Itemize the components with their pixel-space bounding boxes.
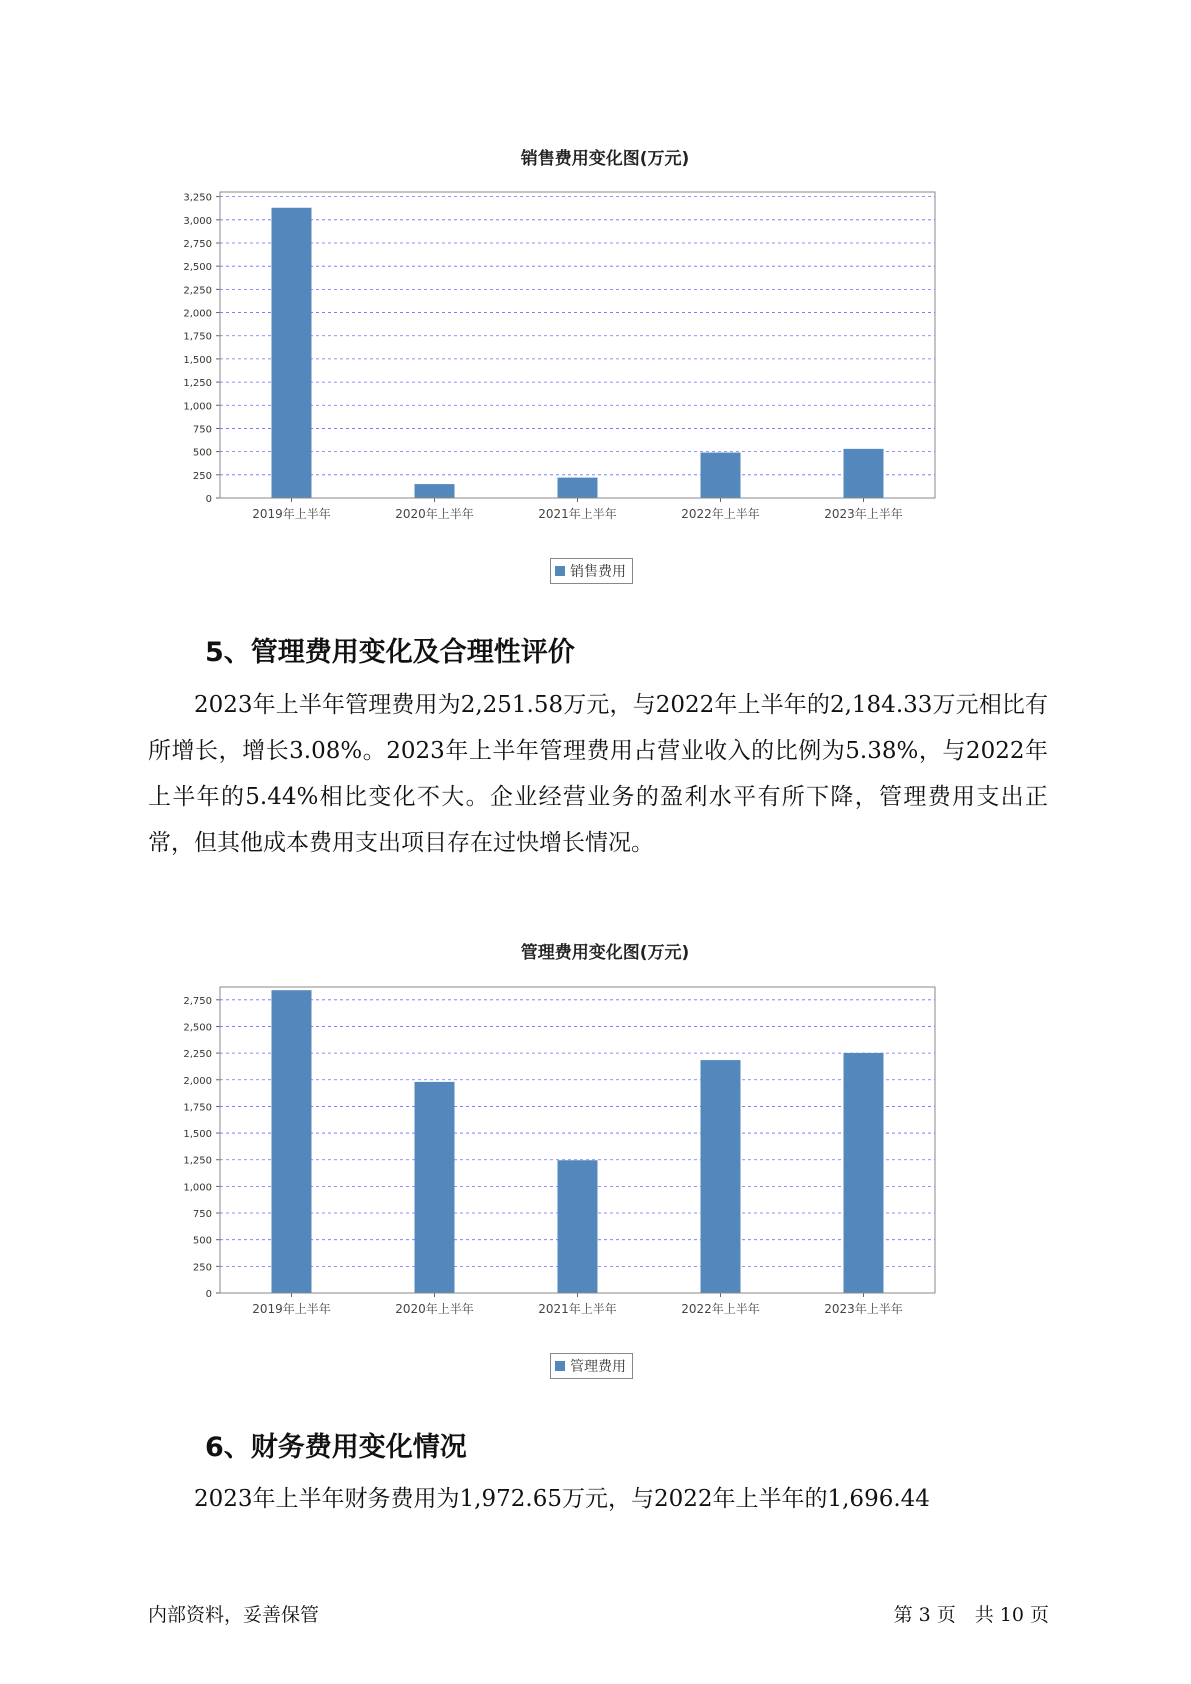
chart1-legend: [550, 558, 633, 584]
y-tick-label: 1,250: [183, 378, 212, 390]
y-tick-label: 0: [205, 1289, 212, 1300]
y-tick-label: 1,000: [183, 401, 212, 413]
y-tick-label: 1,000: [183, 1182, 212, 1194]
x-tick-label: 2020年上半年: [395, 507, 474, 521]
bar: [558, 1160, 598, 1293]
y-tick-label: 1,750: [183, 1102, 212, 1114]
y-tick-label: 2,750: [183, 239, 212, 250]
y-tick-label: 1,250: [183, 1155, 212, 1167]
x-tick-label: 2021年上半年: [538, 507, 617, 521]
bar: [844, 449, 884, 498]
y-tick-label: 3,250: [183, 192, 212, 204]
chart2-legend: [550, 1353, 633, 1379]
bar: [701, 453, 741, 498]
x-tick-label: 2023年上半年: [824, 1302, 903, 1316]
y-tick-label: 3,000: [183, 215, 212, 227]
x-tick-label: 2023年上半年: [824, 507, 903, 521]
x-tick-label: 2020年上半年: [395, 1302, 474, 1316]
bar: [844, 1053, 884, 1293]
y-tick-label: 1,500: [183, 1129, 212, 1141]
y-tick-label: 750: [192, 424, 212, 436]
y-tick-label: 2,250: [183, 285, 212, 297]
bar: [272, 208, 312, 498]
management-expense-chart: [160, 975, 1020, 1335]
sales-expense-chart: [160, 180, 1020, 540]
y-tick-label: 2,500: [183, 262, 212, 274]
chart1-title: 销售费用变化图(万元): [520, 149, 690, 169]
y-tick-label: 2,000: [183, 308, 212, 320]
section6-heading: 6、财务费用变化情况: [205, 1432, 467, 1463]
section5-heading: 5、管理费用变化及合理性评价: [205, 637, 575, 668]
footer-left: 内部资料，妥善保管: [148, 1604, 320, 1626]
legend-swatch: [555, 566, 565, 576]
y-tick-label: 750: [192, 1209, 212, 1221]
y-tick-label: 500: [192, 447, 212, 459]
footer-page-number: 第 3 页 共 10 页: [893, 1604, 1049, 1626]
legend-swatch: [555, 1361, 565, 1371]
x-tick-label: 2019年上半年: [252, 1302, 331, 1316]
y-tick-label: 0: [205, 494, 212, 505]
bar: [272, 990, 312, 1293]
bar: [415, 1082, 455, 1293]
section5-paragraph: 2023年上半年管理费用为2,251.58万元，与2022年上半年的2,184.33万元相比有所增长，增长3.08%。2023年上半年管理费用占营业收入的比例为5.38%，与2022年上半年的5.44%相比变化不大。企业经营业务的盈利水平有所下降，管理费用支出正常，但其他成本费用支出项目存在过快增长情况。: [148, 692, 1048, 856]
y-tick-label: 2,750: [183, 995, 212, 1007]
y-tick-label: 250: [192, 470, 212, 482]
y-tick-label: 2,000: [183, 1075, 212, 1087]
section6-paragraph: 2023年上半年财务费用为1,972.65万元，与2022年上半年的1,696.44: [194, 1486, 930, 1512]
y-tick-label: 500: [192, 1235, 212, 1247]
chart2-title: 管理费用变化图(万元): [520, 943, 690, 963]
x-tick-label: 2021年上半年: [538, 1302, 617, 1316]
y-tick-label: 1,500: [183, 354, 212, 366]
y-tick-label: 2,250: [183, 1049, 212, 1061]
bar: [415, 484, 455, 498]
x-tick-label: 2022年上半年: [681, 1302, 760, 1316]
y-tick-label: 250: [192, 1262, 212, 1274]
x-tick-label: 2019年上半年: [252, 507, 331, 521]
x-tick-label: 2022年上半年: [681, 507, 760, 521]
plot-background: [220, 192, 935, 498]
y-tick-label: 1,750: [183, 331, 212, 343]
legend-label: 管理费用: [570, 1359, 626, 1375]
y-tick-label: 2,500: [183, 1022, 212, 1034]
bar: [701, 1060, 741, 1293]
bar: [558, 478, 598, 498]
legend-label: 销售费用: [570, 564, 626, 580]
